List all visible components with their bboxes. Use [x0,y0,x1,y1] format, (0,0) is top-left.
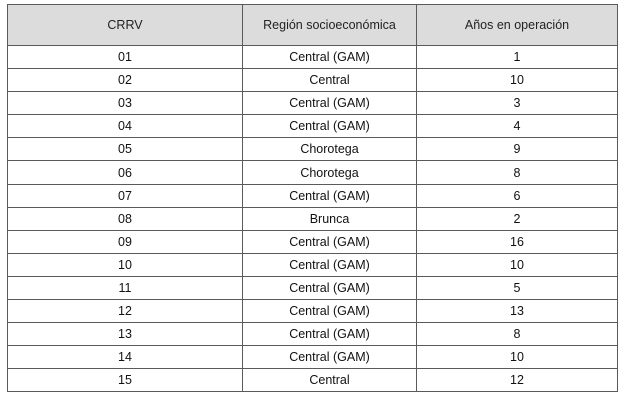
cell-years: 10 [417,346,618,369]
cell-region: Central (GAM) [243,230,417,253]
cell-crrv: 01 [8,46,243,69]
table-row [8,207,618,230]
table-row [8,253,618,276]
table-row [8,138,618,161]
cell-crrv: 13 [8,323,243,346]
cell-region: Central [243,69,417,92]
cell-crrv: 14 [8,346,243,369]
cell-crrv: 11 [8,276,243,299]
table-row [8,346,618,369]
cell-region: Central (GAM) [243,184,417,207]
cell-crrv: 07 [8,184,243,207]
table-row [8,46,618,69]
header-region: Región socioeconómica [243,5,417,46]
cell-region: Central (GAM) [243,300,417,323]
cell-region: Central (GAM) [243,46,417,69]
table-row [8,300,618,323]
cell-crrv: 06 [8,161,243,184]
header-crrv: CRRV [8,5,243,46]
cell-years: 3 [417,92,618,115]
table-row [8,92,618,115]
cell-years: 4 [417,115,618,138]
cell-years: 2 [417,207,618,230]
cell-years: 9 [417,138,618,161]
table-row [8,323,618,346]
cell-years: 10 [417,253,618,276]
cell-region: Chorotega [243,138,417,161]
cell-region: Central (GAM) [243,92,417,115]
table-row [8,276,618,299]
cell-region: Central [243,369,417,392]
table-row [8,161,618,184]
header-row [8,5,618,46]
table-row [8,115,618,138]
table-header [8,5,618,46]
cell-crrv: 12 [8,300,243,323]
cell-region: Central (GAM) [243,323,417,346]
cell-crrv: 03 [8,92,243,115]
cell-years: 8 [417,161,618,184]
table-row [8,69,618,92]
cell-crrv: 05 [8,138,243,161]
cell-years: 16 [417,230,618,253]
table-row [8,230,618,253]
cell-region: Central (GAM) [243,115,417,138]
cell-region: Central (GAM) [243,253,417,276]
cell-region: Chorotega [243,161,417,184]
crrv-table [7,4,618,392]
cell-crrv: 15 [8,369,243,392]
table-row [8,184,618,207]
cell-crrv: 09 [8,230,243,253]
cell-crrv: 10 [8,253,243,276]
cell-years: 8 [417,323,618,346]
cell-crrv: 04 [8,115,243,138]
cell-crrv: 08 [8,207,243,230]
table-row [8,369,618,392]
cell-years: 10 [417,69,618,92]
cell-years: 13 [417,300,618,323]
cell-years: 6 [417,184,618,207]
cell-region: Central (GAM) [243,346,417,369]
cell-crrv: 02 [8,69,243,92]
cell-years: 12 [417,369,618,392]
header-years: Años en operación [417,5,618,46]
cell-years: 1 [417,46,618,69]
cell-region: Brunca [243,207,417,230]
cell-years: 5 [417,276,618,299]
cell-region: Central (GAM) [243,276,417,299]
table-body [8,46,618,392]
